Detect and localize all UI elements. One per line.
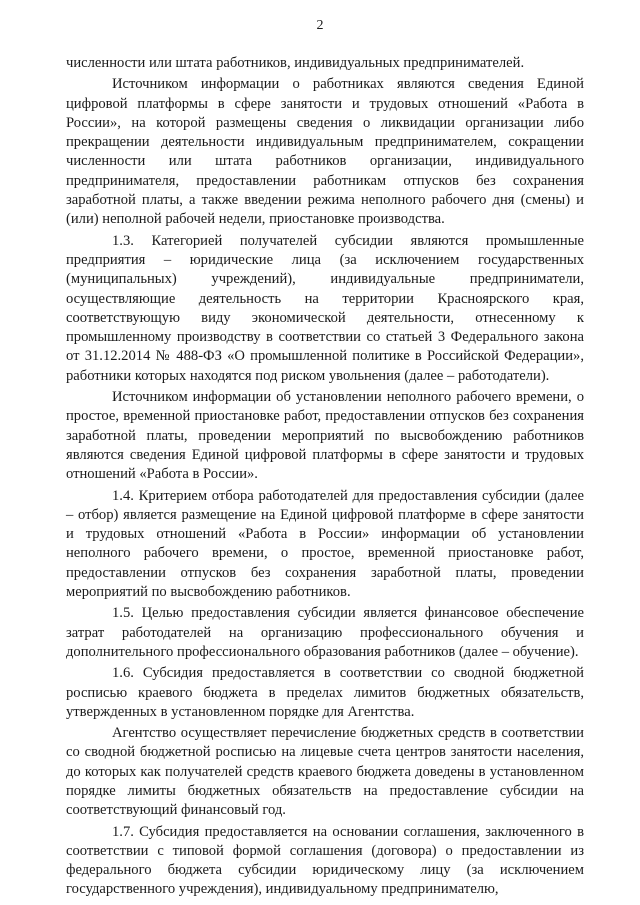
paragraph-working-time-info-source: Источником информации об установлении неполного рабочего времени, о простое, временной приостановке работ, предоставлении отпусков без сохранения заработной платы, проведении мероприятий по высвобождению работников являются сведения Единой цифровой платформы в сфере занятости и трудовых отношений «Работа в России».	[66, 389, 584, 483]
paragraph-workers-info-source: Источником информации о работниках являются сведения Единой цифровой платформы в сфере занятости и трудовых отношений «Работа в России», на которой размещены сведения о ликвидации организации либо прекращении деятельности индивидуальным предпринимателем, сокращении численности или штата работников организации, индивидуального предпринимателя, предоставлении работникам отпусков без сохранения заработной платы, а также введении режима неполного рабочего дня (смены) и (или) неполной рабочей недели, приостановке производства.	[66, 76, 584, 228]
paragraph-1-6: 1.6. Субсидия предоставляется в соответствии со сводной бюджетной росписью краевого бюджета в пределах лимитов бюджетных обязательств, утвержденных в установленном порядке для Агентства.	[66, 665, 584, 720]
paragraph-1-5: 1.5. Целью предоставления субсидии является финансовое обеспечение затрат работодателей на организацию профессионального обучения и дополнительного профессионального образования работников (далее – обучение).	[66, 605, 584, 660]
paragraph-agency-transfer: Агентство осуществляет перечисление бюджетных средств в соответствии со сводной бюджетной росписью на лицевые счета центров занятости населения, до которых как получателей средств краевого бюджета доведены в установленном порядке лимиты бюджетных обязательств на предоставление субсидии на соответствующий финансовый год.	[66, 725, 584, 819]
paragraph-1-7: 1.7. Субсидия предоставляется на основании соглашения, заключенного в соответствии с типовой формой соглашения (договора) о предоставлении из федерального бюджета субсидии юридическому лицу (за исключением государственного учреждения), индивидуальному предпринимателю,	[66, 823, 584, 898]
document-body	[66, 54, 584, 900]
paragraph-1-4: 1.4. Критерием отбора работодателей для предоставления субсидии (далее – отбор) является размещение на Единой цифровой платформе в сфере занятости и трудовых отношений «Работа в России» информации об установлении неполного рабочего времени, о простое, временной приостановке работ, предоставлении отпусков без сохранения заработной платы, проведении мероприятий по высвобождению работников.	[66, 487, 584, 601]
paragraph-1-3: 1.3. Категорией получателей субсидии являются промышленные предприятия – юридические лица (за исключением государственных (муниципальных) учреждений), индивидуальные предприниматели, осуществляющие деятельность на территории Красноярского края, соответствующую виду экономической деятельности, отнесенному к промышленному производству в соответствии со статьей 3 Федерального закона от 31.12.2014 № 488-ФЗ «О промышленной политике в Российской Федерации», работники которых находятся под риском увольнения (далее – работодатели).	[66, 232, 584, 384]
paragraph-continuation: численности или штата работников, индивидуальных предпринимателей.	[66, 55, 525, 71]
page-number: 2	[316, 18, 324, 33]
